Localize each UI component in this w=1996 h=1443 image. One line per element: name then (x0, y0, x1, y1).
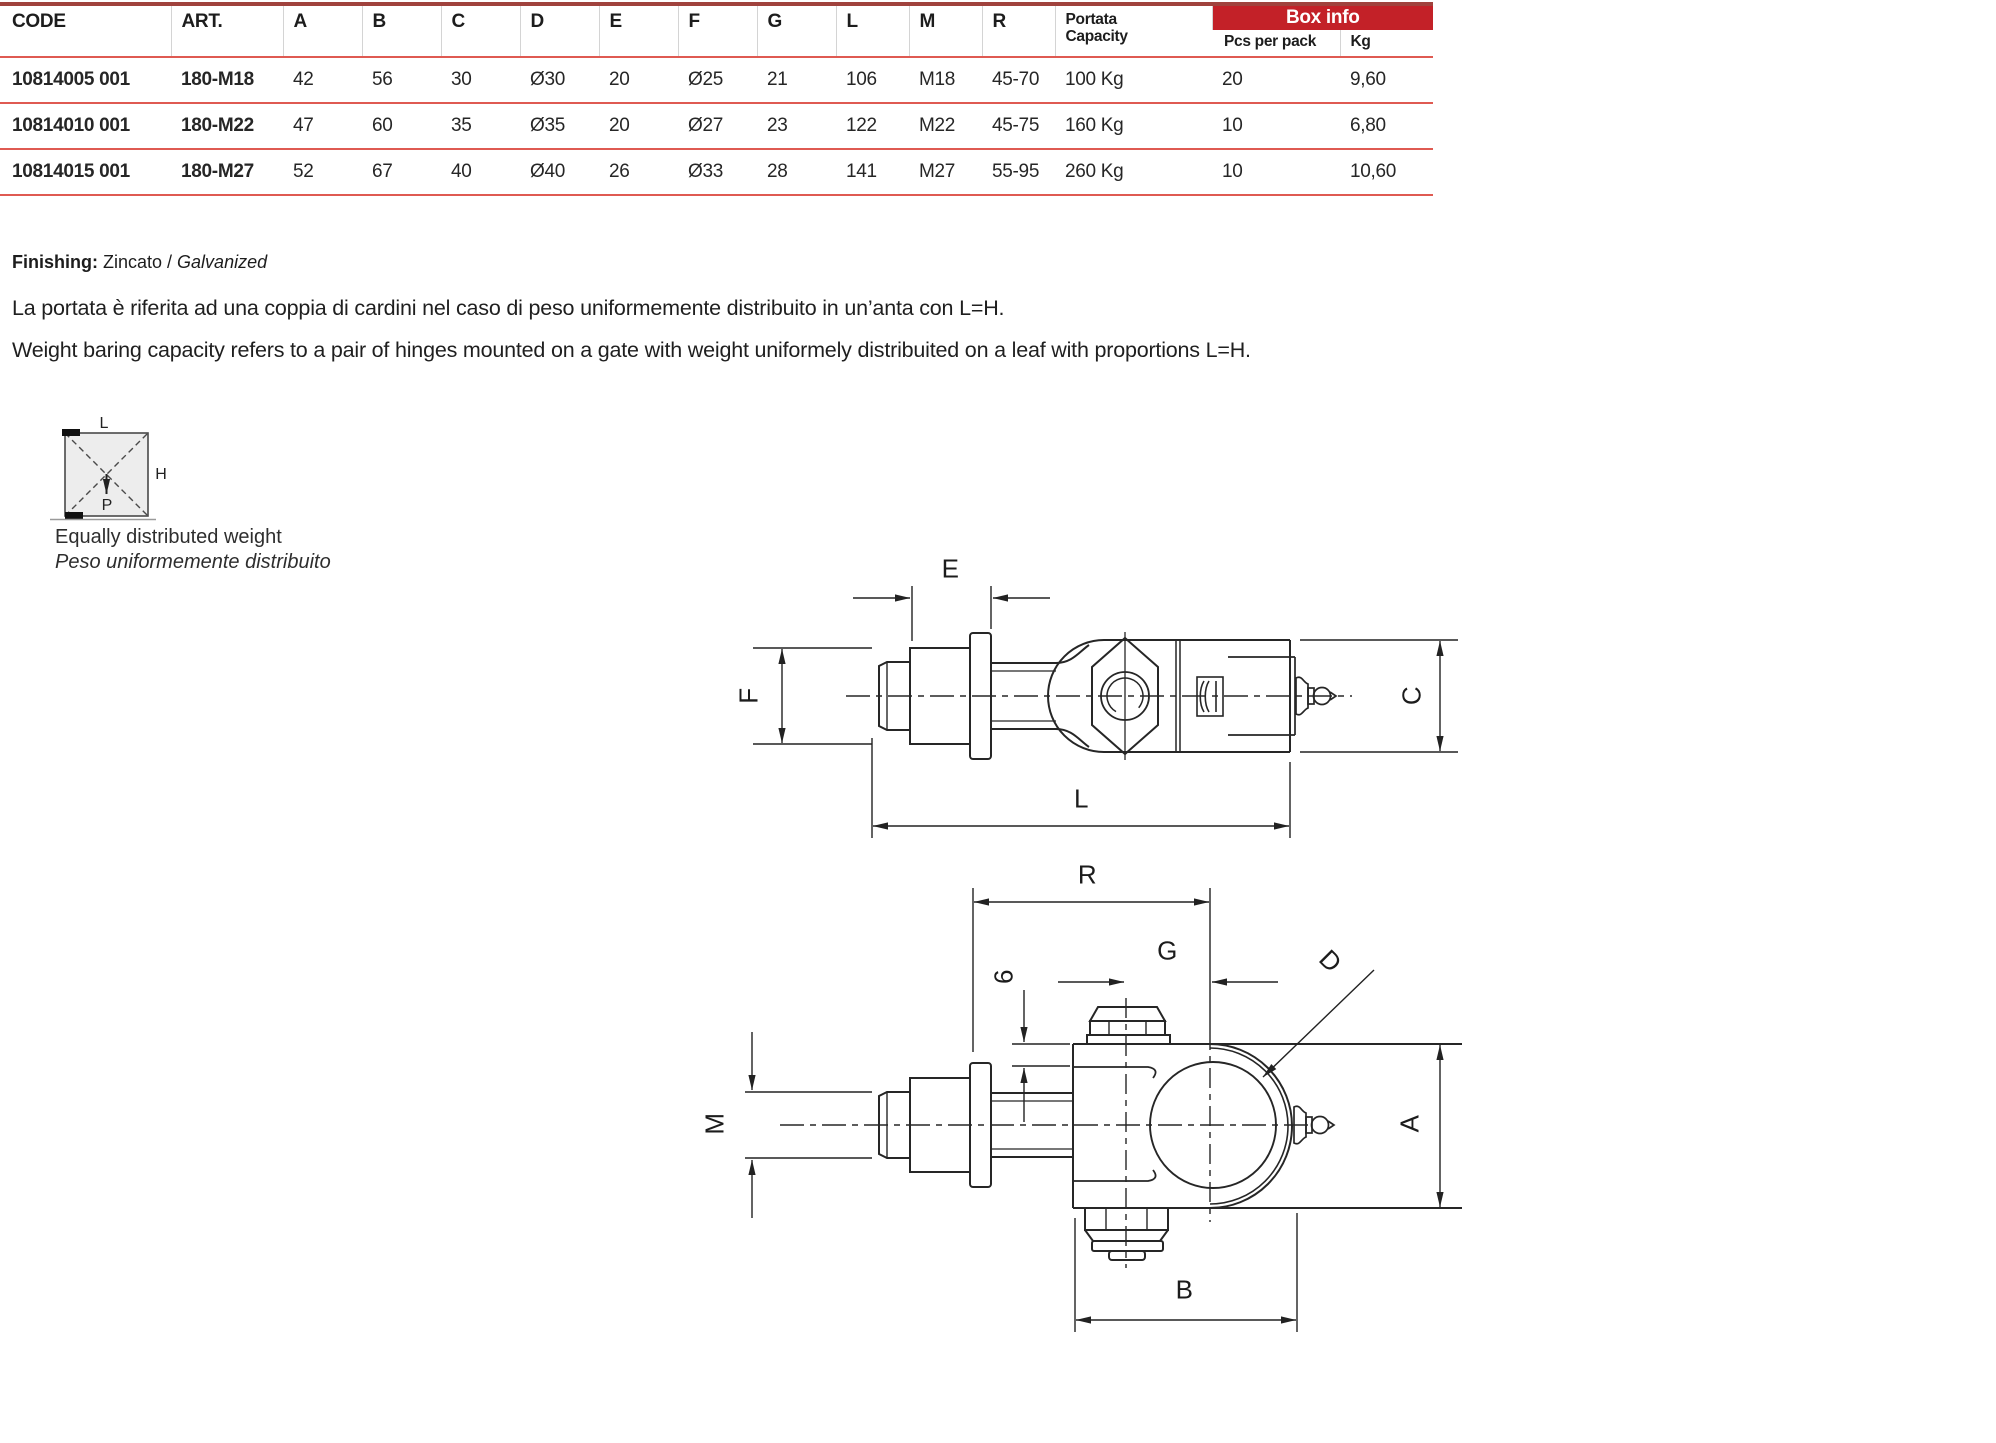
weight-diagram-caption-en: Equally distributed weight (55, 526, 282, 548)
dim-label-6: 6 (988, 970, 1019, 984)
cell-r: 45-75 (982, 103, 1055, 149)
cell-a: 52 (283, 149, 362, 195)
cell-kg: 10,60 (1340, 149, 1433, 195)
cell-d: Ø40 (520, 149, 599, 195)
cell-art: 180-M22 (171, 103, 283, 149)
cell-b: 56 (362, 57, 441, 103)
finishing-label: Finishing: (12, 252, 98, 272)
cell-e: 26 (599, 149, 678, 195)
col-header-r: R (982, 4, 1055, 57)
cell-pcs: 10 (1212, 103, 1340, 149)
cell-r: 45-70 (982, 57, 1055, 103)
cell-kg: 6,80 (1340, 103, 1433, 149)
cell-capacity: 160 Kg (1055, 103, 1212, 149)
dim-label-c: C (1396, 686, 1427, 706)
note-italian: La portata è riferita ad una coppia di cardini nel caso di peso uniformemente distribuito in un’anta con L=H. (12, 296, 1005, 320)
cell-g: 21 (757, 57, 836, 103)
dim-label-g: G (1157, 935, 1177, 966)
cell-b: 67 (362, 149, 441, 195)
square-label-p: P (101, 497, 113, 514)
side-view (846, 632, 1352, 760)
cell-c: 30 (441, 57, 520, 103)
cell-capacity: 260 Kg (1055, 149, 1212, 195)
cell-art: 180-M18 (171, 57, 283, 103)
finishing-value: Zincato / (103, 252, 173, 272)
cell-art: 180-M27 (171, 149, 283, 195)
cell-a: 47 (283, 103, 362, 149)
square-label-h: H (155, 466, 167, 483)
cell-m: M22 (909, 103, 982, 149)
cell-l: 122 (836, 103, 909, 149)
dim-label-l: L (1074, 783, 1088, 814)
cell-code: 10814010 001 (0, 103, 171, 149)
cell-f: Ø25 (678, 57, 757, 103)
col-header-d: D (520, 4, 599, 57)
dim-label-e: E (941, 553, 959, 584)
top-view (780, 998, 1462, 1268)
dim-label-d: D (1313, 943, 1348, 978)
cell-r: 55-95 (982, 149, 1055, 195)
col-header-c: C (441, 4, 520, 57)
col-header-b: B (362, 4, 441, 57)
side-view-dimensions (753, 586, 1458, 838)
finishing-value-italic: Galvanized (177, 252, 268, 272)
cell-kg: 9,60 (1340, 57, 1433, 103)
cell-code: 10814005 001 (0, 57, 171, 103)
cell-pcs: 20 (1212, 57, 1340, 103)
box-info-banner: Box info (1212, 4, 1433, 30)
cell-c: 40 (441, 149, 520, 195)
cell-g: 23 (757, 103, 836, 149)
col-header-a: A (283, 4, 362, 57)
cell-f: Ø27 (678, 103, 757, 149)
col-header-kg: Kg (1340, 30, 1433, 57)
col-header-pcs-per-pack: Pcs per pack (1212, 30, 1340, 57)
clamp-nut-top (1087, 1007, 1170, 1044)
weight-diagram-caption-it: Peso uniformemente distribuito (55, 551, 331, 573)
col-header-e: E (599, 4, 678, 57)
dim-label-m: M (699, 1113, 730, 1135)
col-header-l: L (836, 4, 909, 57)
hinge-mark-top (62, 429, 80, 436)
capacity-line1: Portata (1065, 11, 1117, 28)
cell-code: 10814015 001 (0, 149, 171, 195)
cell-l: 106 (836, 57, 909, 103)
cell-e: 20 (599, 103, 678, 149)
cell-d: Ø35 (520, 103, 599, 149)
cell-capacity: 100 Kg (1055, 57, 1212, 103)
col-header-art: ART. (171, 4, 283, 57)
col-header-m: M (909, 4, 982, 57)
col-header-g: G (757, 4, 836, 57)
cell-d: Ø30 (520, 57, 599, 103)
square-label-l: L (99, 415, 109, 432)
note-english: Weight baring capacity refers to a pair of hinges mounted on a gate with weight uniformely distribuited on a leaf with proportions L=H. (12, 338, 1251, 362)
hinge-mark-bottom (65, 512, 83, 519)
col-header-code: CODE (0, 4, 171, 57)
dim-label-r: R (1077, 859, 1097, 890)
cell-e: 20 (599, 57, 678, 103)
cell-b: 60 (362, 103, 441, 149)
cell-a: 42 (283, 57, 362, 103)
col-header-f: F (678, 4, 757, 57)
cell-pcs: 10 (1212, 149, 1340, 195)
cell-m: M27 (909, 149, 982, 195)
capacity-line2: Capacity (1065, 28, 1128, 45)
cell-f: Ø33 (678, 149, 757, 195)
cell-c: 35 (441, 103, 520, 149)
cell-l: 141 (836, 149, 909, 195)
cell-m: M18 (909, 57, 982, 103)
dim-label-b: B (1175, 1274, 1193, 1305)
cell-g: 28 (757, 149, 836, 195)
dim-label-f: F (733, 688, 764, 704)
dim-label-a: A (1394, 1115, 1425, 1133)
